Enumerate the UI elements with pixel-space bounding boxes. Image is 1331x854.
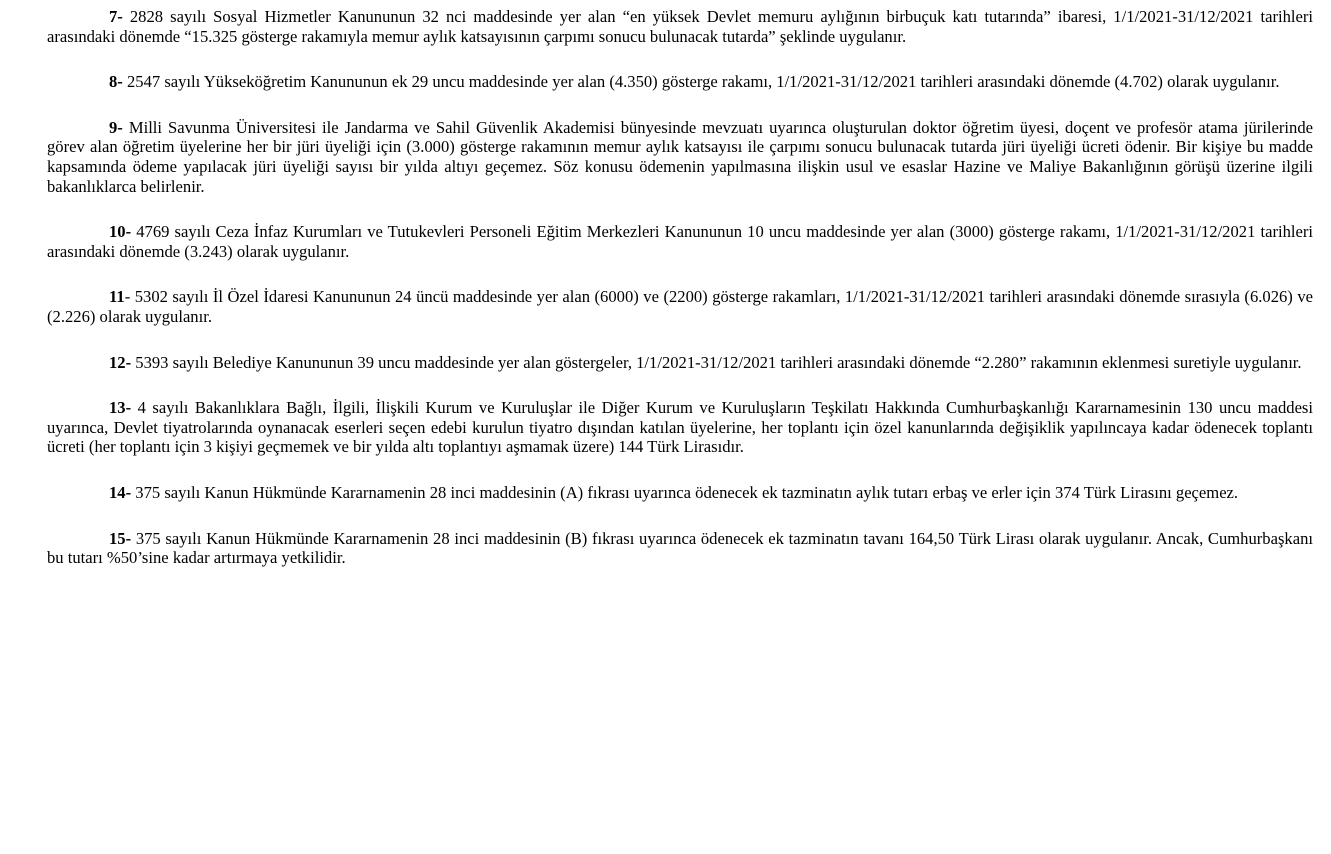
article-number: 12- — [109, 352, 132, 372]
article-13-paragraph — [47, 398, 1313, 457]
article-9-paragraph — [47, 118, 1313, 196]
article-text: 4 sayılı Bakanlıklara Bağlı, İlgili, İlişkili Kurum ve Kuruluşlar ile Diğer Kurum ve Kuruluşların Teşkilatı Hakkında Cumhurbaşkanlığı Kararnamesinin 130 uncu maddesi uyarınca, Devlet tiyatrolarında oynanacak eserleri seçen edebi kurulun tiyatro dışından katılan üyelerine, her toplantı için özel kanunlarında değişiklik yapılıncaya kadar ödenecek toplantı ücreti (her toplantı için 3 kişiyi geçmemek ve bir yılda altı toplantıyı aşmamak üzere) 144 Türk Lirasıdır. — [47, 398, 1313, 457]
article-number: 10- — [109, 222, 132, 242]
article-14-paragraph — [47, 483, 1313, 503]
article-text: 2828 sayılı Sosyal Hizmetler Kanununun 32 nci maddesinde yer alan “en yüksek Devlet memuru aylığının birbuçuk katı tutarında” ibaresi, 1/1/2021-31/12/2021 tarihleri arasındaki dönemde “15.325 gösterge rakamıyla memur aylık katsayısının çarpımı sonucu bulunacak tutarda” şeklinde uygulanır. — [47, 7, 1313, 46]
article-text: 2547 sayılı Yükseköğretim Kanununun ek 29 uncu maddesinde yer alan (4.350) gösterge rakamı, 1/1/2021-31/12/2021 tarihleri arasındaki dönemde (4.702) olarak uygulanır. — [122, 72, 1280, 92]
article-number: 15- — [109, 528, 132, 548]
article-number: 11 — [109, 287, 125, 307]
article-text: Milli Savunma Üniversitesi ile Jandarma ve Sahil Güvenlik Akademisi bünyesinde mevzuatı uyarınca oluşturulan doktor öğretim üyesi, doçent ve profesör atama jürilerinde görev alan öğretim üyelerine her bir jüri üyeliği için (3.000) gösterge rakamının memur aylık katsayısı ile çarpımı sonucu bulunacak tutarda jüri üyeliği ücreti ödenir. Bir kişiye bu madde kapsamında ödeme yapılacak jüri üyeliği sayısı bir yılda altıyı geçemez. Söz konusu ödemenin yapılmasına ilişkin usul ve esaslar Hazine ve Maliye Bakanlığının görüşü üzerine ilgili bakanlıklarca belirlenir. — [47, 117, 1313, 196]
document-page — [47, 7, 1313, 594]
article-15-paragraph — [47, 529, 1313, 568]
article-11-paragraph — [47, 287, 1313, 326]
article-text: 5393 sayılı Belediye Kanununun 39 uncu maddesinde yer alan göstergeler, 1/1/2021-31/12/2021 tarihleri arasındaki dönemde “2.280” rakamının eklenmesi suretiyle uygulanır. — [131, 352, 1302, 372]
article-text: 375 sayılı Kanun Hükmünde Kararnamenin 28 inci maddesinin (B) fıkrası uyarınca ödenecek ek tazminatın tavanı 164,50 Türk Lirası olarak uygulanır. Ancak, Cumhurbaşkanı bu tutarı %50’sine kadar artırmaya yetkilidir. — [47, 528, 1313, 568]
article-text: - 5302 sayılı İl Özel İdaresi Kanununun 24 üncü maddesinde yer alan (6000) ve (2200) gösterge rakamları, 1/1/2021-31/12/2021 tarihleri arasındaki dönemde sırasıyla (6.026) ve (2.226) olarak uygulanır. — [47, 287, 1313, 326]
article-number: 8- — [109, 72, 123, 92]
article-text: 4769 sayılı Ceza İnfaz Kurumları ve Tutukevleri Personeli Eğitim Merkezleri Kanununun 10 uncu maddesinde yer alan (3000) gösterge rakamı, 1/1/2021-31/12/2021 tarihleri arasındaki dönemde (3.243) olarak uygulanır. — [47, 222, 1313, 261]
article-12-paragraph — [47, 353, 1313, 373]
article-text: 375 sayılı Kanun Hükmünde Kararnamenin 28 inci maddesinin (A) fıkrası uyarınca ödenecek ek tazminatın aylık tutarı erbaş ve erler için 374 Türk Lirasını geçemez. — [131, 482, 1239, 502]
article-10-paragraph — [47, 222, 1313, 261]
article-number: 7- — [109, 7, 123, 26]
article-8-paragraph — [47, 72, 1313, 92]
article-number: 13- — [109, 398, 132, 418]
article-number: 14- — [109, 482, 132, 502]
article-7-paragraph — [47, 7, 1313, 46]
article-number: 9- — [109, 117, 123, 137]
